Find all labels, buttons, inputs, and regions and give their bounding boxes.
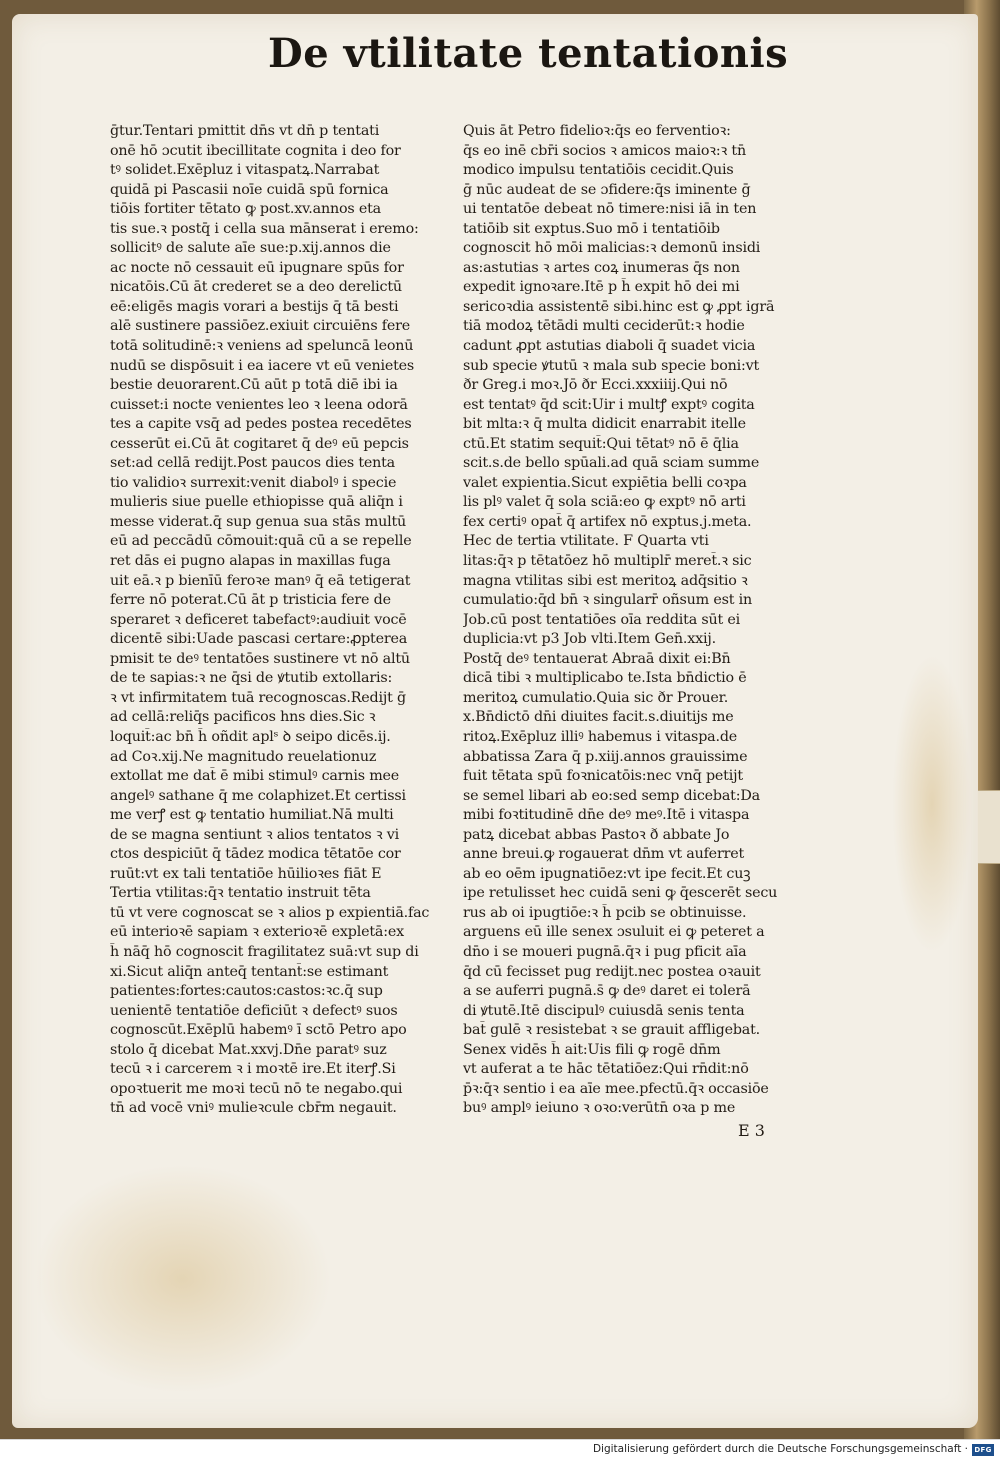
dfg-logo: DFG [972, 1444, 994, 1456]
text-line: rus ab oi ipugtiōe:ꝛ h̄ pcib se obtinuisse. [463, 904, 747, 921]
text-line: se semel libari ab eo:sed semp dicebat:Da [463, 787, 760, 804]
text-line: cognoscit hō mōi malicias:ꝛ demonū insidi [463, 240, 761, 257]
digitization-footer [0, 1439, 1000, 1461]
text-line: tn̄ ad vocē vniꝰ mulieꝛcule cbr̄m negauit. [110, 1100, 397, 1117]
text-line: Senex vidēs h̄ ait:Uis fili ꝙ rogē dn̄m [463, 1041, 721, 1058]
edge-discoloration [892, 654, 972, 954]
text-line: fuit tētata spū foꝛnicatōis:nec vnq̄ petijt [463, 768, 743, 785]
text-line: nicatōis.Cū āt crederet se a deo derelictū [110, 279, 402, 296]
text-line: cognoscūt.Exēplū habemꝰ ī sctō Petro apo [110, 1022, 407, 1039]
text-line: tes a capite vsq̄ ad pedes postea recedētes [110, 416, 412, 433]
text-line: tio validioꝛ surrexit:venit diabolꝰ i specie [110, 474, 397, 491]
text-line: dicentē sibi:Uade pascasi certare:ꝓpterea [110, 631, 408, 648]
text-line: mulieris siue puelle ethiopisse quā aliq̄n i [110, 494, 403, 511]
text-line: xi.Sicut aliq̄n anteq̄ tentant̄:se estimant [110, 963, 389, 980]
text-line: eū ad peccādū cōmouit:quā cū a se repelle [110, 533, 412, 550]
water-stain [32, 1164, 332, 1394]
text-line: speraret ꝛ deficeret tabefactꝰ:audiuit vocē [110, 611, 407, 628]
signature-mark: E 3 [738, 1121, 765, 1140]
text-line: bit mlta:ꝛ q̄ multa didicit enarrabit itelle [463, 416, 746, 433]
text-line: Hec de tertia vtilitate. F Quarta vti [463, 533, 709, 550]
text-line: pmisit te deꝰ tentatōes sustinere vt nō altū [110, 650, 410, 667]
text-line: ipe retulisset hec cuidā seni ꝙ q̄escerēt secu [463, 885, 778, 902]
text-line: totā solitudinē:ꝛ veniens ad speluncā leonū [110, 338, 414, 355]
text-line: sericoꝛdia assistentē sibi.hinc est ꝙ ꝓpt igrā [463, 298, 775, 315]
text-line: bestie deuorarent.Cū aūt p totā diē ibi ia [110, 377, 398, 394]
text-line: Postq̄ deꝰ tentauerat Abraā dixit ei:Bn̄ [463, 650, 731, 667]
text-line: modico impulsu tentatiōis cecidit.Quis [463, 162, 734, 179]
text-line: ḡtur.Tentari pmittit dn̄s vt dn̄ p tentati [110, 123, 380, 139]
text-line: tis sue.ꝛ postq̄ i cella sua mānserat i eremo: [110, 220, 419, 237]
text-line: tū vt vere cognoscat se ꝛ alios p expientiā.fac [110, 904, 430, 921]
text-line: magna vtilitas sibi est meritoꝝ adq̄sitio ꝛ [463, 572, 748, 589]
text-line: stolo q̄ dicebat Mat.xxvj.Dn̄e paratꝰ suz [110, 1041, 387, 1058]
text-line: dn̄o i se moueri pugnā.q̄ꝛ i pug pficit aīa [463, 943, 747, 960]
text-line: tiōis fortiter tētato ꝙ post.xv.annos eta [110, 201, 382, 218]
text-line: ui tentatōe debeat nō timere:nisi iā in ten [463, 201, 757, 218]
text-line: q̄s eo inē cbr̄i socios ꝛ amicos maioꝛ:ꝛ tn̄ [463, 142, 746, 159]
text-line: ab eo oēm ipugnatiōez:vt ipe fecit.Et cuꝫ [463, 865, 751, 882]
text-line: a se auferri pugnā.s̄ ꝙ deꝰ daret ei tolerā [463, 983, 751, 1000]
text-line: extollat me dat̄ ē mibi stimulꝰ carnis mee [110, 768, 400, 785]
text-line: duplicia:vt p3 Job vlti.Item Gen̄.xxij. [463, 631, 716, 648]
text-line: cuisset:i nocte venientes leo ꝛ leena odorā [110, 396, 408, 413]
text-line: litas:q̄ꝛ p tētatōez hō multiplr̄ meret̄.ꝛ sic [463, 553, 752, 570]
text-line: ðr Greg.i moꝛ.Jō ðr Ecci.xxxiiij.Qui nō [463, 377, 728, 394]
text-line: meritoꝝ cumulatio.Quia sic ðr Prouer. [463, 689, 729, 706]
text-line: me verꝭ est ꝙ tentatio humiliat.Nā multi [110, 807, 394, 824]
text-line: sub specie ꝟtutū ꝛ mala sub specie boni:vt [463, 357, 760, 374]
text-line: patꝝ dicebat abbas Pastoꝛ ð abbate Jo [463, 826, 730, 843]
text-line: arguens eū ille senex ɔsuluit ei ꝙ peteret a [463, 924, 765, 941]
text-line: alē sustinere passiōez.exiuit circuiēns fere [110, 318, 411, 335]
text-line: ret dās ei pugno alapas in maxillas fuga [110, 553, 391, 570]
left-text-column [110, 122, 462, 1119]
text-line: p̄ꝛ:q̄ꝛ sentio i ea aīe mee.pfectū.q̄ꝛ occasiōe [463, 1080, 769, 1097]
text-line: q̄d cū fecisset pug redijt.nec postea oꝛauit [463, 963, 761, 980]
text-line: uenientē tentatiōe deficiūt ꝛ defectꝰ suos [110, 1002, 398, 1019]
text-line: de se magna sentiunt ꝛ alios tentatos ꝛ vi [110, 826, 400, 843]
text-line: valet expientia.Sicut expiētia belli coꝛpa [463, 474, 747, 491]
text-line: tiā modoꝝ tētādi multi ceciderūt:ꝛ hodie [463, 318, 745, 335]
text-line: patientes:fortes:cautos:castos:ꝛc.q̄ sup [110, 983, 383, 1000]
text-line: lis plꝰ valet q̄ sola sciā:eo ꝙ exptꝰ nō arti [463, 494, 746, 511]
text-line: angelꝰ sathane q̄ me colaphizet.Et certissi [110, 787, 406, 804]
text-line: ritoꝝ.Exēpluz illiꝰ habemus i vitaspa.de [463, 728, 738, 745]
right-text-column [463, 122, 815, 1119]
text-line: eē:eligēs magis vorari a bestijs q̄ tā besti [110, 298, 399, 315]
text-line: dicā tibi ꝛ multiplicabo te.Ista bn̄dictio ē [463, 670, 747, 687]
text-line: set:ad cellā redijt.Post paucos dies tenta [110, 455, 396, 472]
text-line: loquit̄:ac bn̄ h̄ oñdit aplˢ ꝺ seipo dicēs.ij. [110, 728, 391, 745]
text-line: nudū se dispōsuit i ea iacere vt eū venietes [110, 357, 415, 374]
text-line: opoꝛtuerit me moꝛi tecū nō te negabo.qui [110, 1080, 403, 1097]
text-line: scit.s.de bello spūali.ad quā sciam summe [463, 455, 760, 472]
text-line: fex certiꝰ opat̄ q̄ artifex nō exptus.j.meta. [463, 513, 752, 530]
text-line: ac nocte nō cessauit eū ipugnare spūs for [110, 259, 404, 276]
text-line: vt auferat a te hāc tētatiōez:Qui rn̄dit:nō [463, 1061, 749, 1078]
text-line: ꝛ vt infirmitatem tuā recognoscas.Redijt ḡ [110, 689, 406, 706]
text-line: tecū ꝛ i carcerem ꝛ i moꝛtē ire.Et iterꝭ.Si [110, 1061, 396, 1078]
text-line: tatiōib sit exptus.Suo mō i tentatiōib [463, 220, 720, 237]
text-line: uit eā.ꝛ p bienīū feroꝛe manꝰ q̄ eā tetigerat [110, 572, 411, 589]
text-line: cadunt ꝓpt astutias diaboli q̄ suadet vicia [463, 338, 756, 355]
text-line: ferre nō poterat.Cū āt p tristicia fere de [110, 592, 391, 609]
text-line: messe viderat.q̄ sup genua sua stās multū [110, 513, 407, 530]
text-line: ctū.Et statim sequit̄:Qui tētatꝰ nō ē q̄lia [463, 435, 739, 452]
page-title: De vtilitate tentationis [268, 30, 789, 77]
text-line: h̄ nāq̄ hō cognoscit fragilitatez suā:vt sup di [110, 943, 419, 960]
text-line: anne breui.ꝙ rogauerat dn̄m vt auferret [463, 846, 745, 863]
text-line: bat̄ gulē ꝛ resistebat ꝛ se grauit affligebat. [463, 1022, 761, 1039]
text-line: x.Bn̄dictō dn̄i diuites facit.s.diuitijs me [463, 709, 734, 726]
text-line: tꝰ solidet.Exēpluz i vitaspatꝝ.Narrabat [110, 162, 380, 179]
text-line: cumulatio:q̄d bn̄ ꝛ singularr̄ oñsum est in [463, 592, 753, 609]
text-line: expedit ignoꝛare.Itē p h̄ expit hō dei mi [463, 279, 740, 296]
text-line: Quis āt Petro fidelioꝛ:q̄s eo ferventioꝛ: [463, 123, 731, 139]
text-line: Job.cū post tentatiōes oīa reddita sūt ei [463, 611, 741, 628]
text-line: ctos despiciūt q̄ tādez modica tētatōe cor [110, 846, 401, 863]
text-line: de te sapias:ꝛ ne q̄si de ꝟtutib extollaris: [110, 670, 393, 687]
funding-credit-text: Digitalisierung gefördert durch die Deutsche Forschungsgemeinschaft · [592, 1443, 968, 1455]
text-line: mibi foꝛtitudinē dn̄e deꝰ meꝰ.Itē i vitaspa [463, 807, 750, 824]
text-line: sollicitꝰ de salute aīe sue:p.xij.annos die [110, 240, 391, 257]
text-line: eū interioꝛē sapiam ꝛ exterioꝛē expletā:ex [110, 924, 404, 941]
text-line: est tentatꝰ q̄d scit:Uir i multꝭ exptꝰ cogita [463, 396, 755, 413]
text-line: Tertia vtilitas:q̄ꝛ tentatio instruit tēta [110, 885, 371, 902]
text-line: cesserūt ei.Cū āt cogitaret q̄ deꝰ eū pepcis [110, 435, 409, 452]
text-line: ruūt:vt ex tali tentatiōe hūilioꝛes fiāt E [110, 865, 382, 882]
text-line: onē hō ɔcutit ibecillitate cognita i deo for [110, 142, 401, 159]
text-line: abbatissa Zara q̄ p.xiij.annos grauissime [463, 748, 748, 765]
text-line: quidā pi Pascasii noīe cuidā spū fornica [110, 181, 389, 198]
text-line: ḡ nūc audeat de se ɔfidere:q̄s iminente ḡ [463, 181, 751, 198]
text-line: buꝰ amplꝰ ieiuno ꝛ oꝛo:verūtn̄ oꝛa p me [463, 1100, 736, 1117]
text-line: di ꝟtutē.Itē discipulꝰ cuiusdā senis tenta [463, 1002, 745, 1019]
text-line: ad Coꝛ.xij.Ne magnitudo reuelationuz [110, 748, 377, 765]
text-line: as:astutias ꝛ artes coꝝ inumeras q̄s non [463, 259, 740, 276]
text-line: ad cellā:reliq̄s pacificos hns dies.Sic ꝛ [110, 709, 376, 726]
